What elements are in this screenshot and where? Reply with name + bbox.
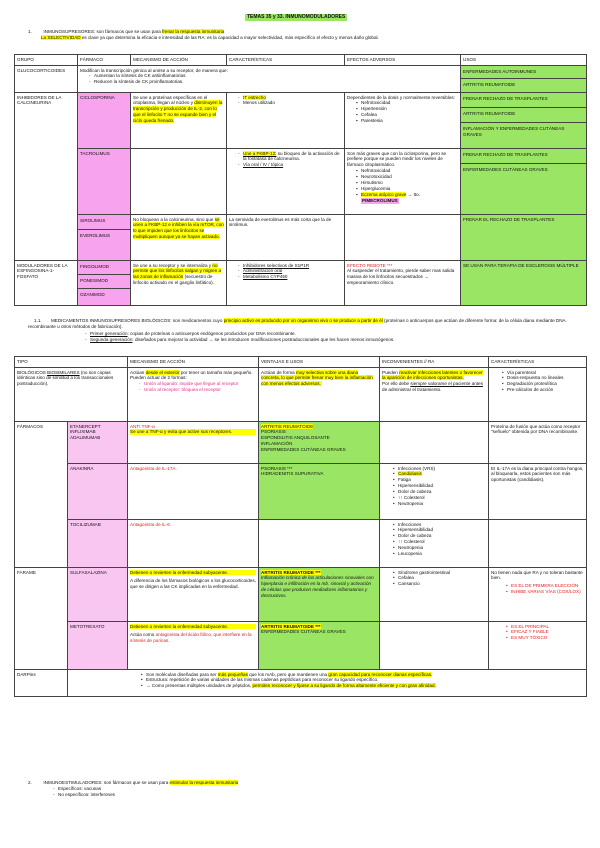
ana-inconvenientes [380, 464, 489, 520]
list-item [84, 337, 588, 343]
list-item: • ↑↑ Colesterol [392, 539, 486, 545]
esfin-mecanismo [131, 261, 227, 306]
uso-item: ARTRITIS REUMATOIDE [463, 82, 516, 87]
ciclo-caracteristicas [227, 93, 345, 149]
ciclo-efectos [345, 93, 461, 149]
generation-label: Segunda generación [90, 336, 133, 342]
darpin-description [68, 670, 587, 697]
table-row [15, 464, 587, 520]
list-item: • Neutropenia [392, 501, 486, 507]
tipo-darpins: DARPins [15, 670, 68, 697]
list-item: • ↑↑ Colesterol [392, 495, 486, 501]
farmaco-sulfasalazina: SULFASALAZINA [68, 568, 128, 622]
mec-text: Se une a proteínas específicas en el citoplasma, llegan al núcleo y [133, 94, 208, 106]
farmaco-name: INFLIXIMAB [70, 429, 96, 435]
list-item: - Reducen la síntesis de CK proinflamatorias. [88, 79, 458, 85]
car-highlight: Une a FKBP-12: [243, 150, 277, 156]
mec-red: antagonista del ácido fólico, que interfiere en la síntesis de purinas. [130, 632, 252, 644]
tipo-text: (no son copias idénticas sino de similitud a los transaccionales postraducción). [17, 369, 114, 387]
ven-highlight: ARTRITIS REUMATOIDE *** [261, 623, 321, 629]
tipo-biosimilares [15, 368, 128, 422]
esfin-usos: SE USAN PARA TERAPIA DE ESCLEROSIS MÚLTIPLE [461, 261, 587, 306]
list-item: • Estructura: repetición de varias unidades de las mismas cadenas peptídicas para reconocer su ligando específico. [140, 677, 584, 683]
list-item: ▪ Parestesia [355, 118, 458, 124]
darpin-text: que los mAb, pero que mantienen una [247, 671, 329, 677]
farmaco-tacrolimus: TACROLIMUS [78, 149, 131, 215]
farmaco-metotrexato: METOTREXATO [68, 622, 128, 670]
mec-red: ANTI TNF-α [130, 423, 155, 429]
header-caracteristicas: CARACTERÍSTICAS [227, 55, 345, 66]
farmaco-name: SIROLIMUS [78, 215, 130, 230]
header-efectos: EFECTOS ADVERSOS [345, 55, 461, 66]
table-row [15, 568, 587, 622]
inc-highlight: reactivar infecciones latentes o favorecer la aparición de infecciones oportunistas. [382, 369, 483, 381]
header-mecanismo: MECANISMO DE ACCIÓN [128, 357, 259, 368]
ana-mecanismo [128, 464, 259, 520]
intro-number: 1. [28, 29, 32, 34]
header-tipo: TIPO [15, 357, 128, 368]
section-highlight: estimular la respuesta inmunitaria [169, 780, 239, 785]
ven-item: ESPONDILITIS ANQUILOSANTE [261, 435, 330, 441]
ana-ventajas [259, 464, 380, 520]
sulfa-mecanismo [128, 568, 259, 622]
intro-paragraph [28, 29, 578, 41]
list-item: - Unión al receptor: bloquea el receptor [138, 387, 256, 393]
grupo-glucocorticoides: GLUCOCORTICOIDES [15, 66, 78, 93]
mec-highlight: disminuyen la transcripción y producción de IL-2, con lo que el linfocito T no se expande bien y el ciclo queda frenado. [133, 100, 223, 124]
farmaco-name: ETANERCEPT [70, 423, 101, 429]
ven-text: Actúan de forma [261, 369, 296, 375]
generation-text: : diseñados para mejorar la actividad → se les introducen modificaciones postraduccionales que les hacen menos inmunógenos. [132, 336, 395, 342]
header-usos: USOS [461, 55, 587, 66]
list-item: ▪ Hipertensión [355, 106, 458, 112]
ven-item: INFLAMACIÓN [261, 441, 293, 447]
table-row [15, 368, 587, 422]
mec-highlight: se unen a FKBP-12 e inhiben la vía mTOR, con lo que impiden que los linfocitos se multipliquen aunque ya se hayan activado. [133, 216, 224, 240]
header-farmaco: FÁRMACO [78, 55, 131, 66]
ef-intro: Dependientes de la dosis y normalmente reversibles: [347, 94, 456, 100]
mec-red: Antagonista de IL-17A. [130, 465, 177, 471]
ana-caracteristicas: EI IL-17A es la diana principal contra hongos, al bloquearla, estos pacientes son más oportunistas (candidiasis). [489, 464, 587, 520]
list-item: ▪ Cefalea [355, 112, 458, 118]
ven-item: ENFERMEDADES CUTÁNEAS GRAVES [261, 629, 346, 635]
list-item: • Infecciones (VRS) [392, 466, 486, 472]
grupo-calcineurina: INHIBIDORES DE LA CALCINEURINA [15, 93, 78, 261]
selectividad-highlight: La SELECTIVIDAD [41, 34, 81, 40]
table-row [15, 93, 587, 149]
list-item: • ES MUY TÓXICO [505, 635, 584, 641]
ven-highlight: ARTRITIS REUMATOIDE [261, 423, 314, 429]
selectividad-text: es clave ya que determina la eficacia e intensidad de las RA: es la capacidad a mayor selectividad, más específico el efecto y menos daño global. [80, 34, 379, 40]
header-grupo: GRUPO [15, 55, 78, 66]
farmaco-etanercept [68, 422, 128, 464]
table-row [15, 66, 587, 93]
toci-inconvenientes [380, 520, 489, 568]
car-text: No tienen nada que RA y no toleran bastante bien. [491, 569, 583, 581]
tipo-underline: BIOSIMILARES [47, 369, 80, 375]
siro-efectos [345, 215, 461, 261]
grupo-esfingosina: MODULADORES DE LA ESFINGOSINA-1-FOSFATO [15, 261, 78, 306]
list-item: • Vía parenteral [501, 370, 584, 376]
section-highlight: principio activo es producido por un organismo vivo o se produce a partir de él [223, 318, 383, 323]
sulfa-ventajas [259, 568, 380, 622]
list-item: - No específicos: interferones [52, 792, 578, 798]
header-mecanismo: MECANISMO DE ACCIÓN [131, 55, 227, 66]
bios-caracteristicas [489, 368, 587, 422]
list-item [237, 274, 342, 280]
ven-item: PSORIASIS [261, 429, 286, 435]
section-text: (proteínas o anticuerpos que actúan de diferente forma: de la célula diana mediante DNA recombinante u otros métodos de fabricación). [28, 318, 566, 329]
mec-highlight: Detienen o revierten la enfermedad subyacente. [130, 624, 256, 630]
siro-usos: FRENAR EL RECHAZO DE TRASPLANTES [461, 215, 587, 261]
uso-item: ENFERMEDADES AUTOINMUNES [461, 66, 586, 79]
list-item: • Neutropenia [392, 545, 486, 551]
list-item: - Unión al ligando: impide que llegue al receptor [138, 381, 256, 387]
intro-text: INMUNOSUPRESORES: son fármacos que se usan para [43, 29, 163, 34]
toci-ventajas [259, 520, 380, 568]
darpin-highlight: permiten reconocer y fijarse a su ligando de forma altamente eficiente y con gran afinidad. [252, 683, 436, 689]
ven-highlight: muy selectiva sobre una diana concreta, lo que permite frenar muy bien la inflamación con menos efectos adversos. [261, 369, 373, 387]
mec-highlight: Detienen o revierten la enfermedad subyacente. [130, 570, 256, 576]
toci-mecanismo [128, 520, 259, 568]
esfin-caracteristicas [227, 261, 345, 306]
intro-highlight: frenar la respuesta inmunitaria [162, 29, 225, 34]
tipo-text: BIOLÓGICOS [17, 369, 48, 375]
inc-highlight: Candidiasis [398, 471, 422, 477]
ef-text: Al suspender el tratamiento, pierde saber mas salida masiva de los linfocitos secuestrados → empeoramiento clínico. [347, 268, 455, 286]
list-item: • Síndrome gastrointestinal [392, 570, 486, 576]
car-text: Metabolismo CYP450 [243, 274, 288, 280]
esfin-efectos [345, 261, 461, 306]
eta-caracteristicas: Proteína de fusión que actúa como receptor "señuelo" obtenida por DNA recombinante. [489, 422, 587, 464]
tacro-mecanismo [131, 149, 227, 215]
siro-caracteristicas: La semivida de everolimus es más corta que la de sirolimus. [227, 215, 345, 261]
eta-inconvenientes [380, 422, 489, 464]
page-title: TEMAS 35 y 33. INMUNOMODULADORES [247, 14, 346, 20]
farmaco-name: PONESIMOD [78, 275, 130, 289]
tacro-caracteristicas [227, 149, 345, 215]
eta-mecanismo [128, 422, 259, 464]
farmaco-name: EVEROLIMUS [80, 233, 111, 238]
ven-item: PSORIASIS *** [261, 465, 293, 471]
mec-text: Actúa como [130, 632, 156, 638]
farmaco-name: ADALIMUMAB [70, 435, 101, 441]
list-item: • Cefalea [392, 575, 486, 581]
mec-highlight: no permite que los linfocitos salgan y migren a las zonas de inflamación [133, 262, 222, 280]
meto-caracteristicas [489, 622, 587, 670]
mec-text: No bloquean a la calcineurina, sino que [133, 216, 215, 222]
section-number: 1.1. [34, 318, 42, 323]
table-row [15, 261, 587, 306]
section-number: 2. [28, 780, 32, 785]
table-row [15, 520, 587, 568]
list-item [237, 162, 342, 168]
meto-mecanismo [128, 622, 259, 670]
eta-ventajas [259, 422, 380, 464]
list-item: • Infecciones [392, 522, 486, 528]
farmaco-name: FINGOLIMOD [78, 261, 130, 275]
darpin-text: → Como presentas múltiples unidades de péptidos, [146, 683, 253, 689]
uso-item: ENFERMEDADES CUTÁNEAS GRAVES [463, 167, 548, 172]
list-item: ▪ Hiperglucemia [355, 186, 458, 192]
meto-ventajas [259, 622, 380, 670]
siro-mecanismo [131, 215, 227, 261]
table-row [15, 622, 587, 670]
header-caracteristicas: CARACTERÍSTICAS [489, 357, 587, 368]
farmaco-sirolimus [78, 215, 131, 261]
list-item: • Hipersensibilidad [392, 483, 486, 489]
mec-text: Actúan [130, 369, 146, 375]
list-item: • Pre-cálculos de acción [501, 387, 584, 393]
meto-inconvenientes [380, 622, 489, 670]
darpin-highlight: gran capacidad para reconocer dianas específicas. [328, 671, 433, 677]
generation-text: : copias de proteínas o anticuerpos endógenos producidos por DNA recombinante. [127, 330, 296, 336]
tacro-usos [461, 149, 587, 215]
list-item: • EFICAZ Y FIABLE [505, 629, 584, 635]
list-item: • Cansancio [392, 581, 486, 587]
tipo-farmacos: FÁRMACOS [15, 422, 68, 568]
car-highlight: IT estrecho [243, 94, 266, 100]
bios-ventajas [259, 368, 380, 422]
header-inconvenientes: INCONVENIENTES // RA [380, 357, 489, 368]
list-item: - Aumentan la síntesis de CK antiinflamatorias [88, 73, 458, 79]
uso-item: INFLAMACIÓN Y ENFERMEDADES CUTÁNEAS GRAVES [463, 126, 565, 137]
toci-caracteristicas [489, 520, 587, 568]
mec-text: (secuestro de linfocito activado en el ganglio linfático). [133, 274, 214, 286]
ef-intro: Son más graves que con la ciclosporina, pero se prefiere porque se pueden medir los niveles de fármaco citoplasmático. [347, 150, 447, 168]
tipo-farame: FARAME [15, 568, 68, 670]
uso-item: FRENAR RECHAZO DE TRASPLANTES [461, 149, 586, 164]
ciclo-mecanismo [131, 93, 227, 149]
ef-text: → tto. [406, 192, 420, 198]
list-item: ▪ Neurotoxicidad [355, 174, 458, 180]
biologicos-paragraph [28, 318, 588, 343]
table-row [15, 670, 587, 697]
farmaco-name: OZANIMOD [80, 292, 105, 297]
list-item: • Dosis-respuesta no lineales [501, 375, 584, 381]
car-text: su bloqueo de la activación de la fosfatasa de calcineurina. [243, 150, 340, 162]
list-item: • Leucopenia [392, 551, 486, 557]
mec-highlight: Se une a TNF-α y evita que active sus receptores. [130, 429, 256, 435]
list-item: • Dolor de cabeza [392, 533, 486, 539]
farmaco-tocilizumab: TOCILIZUMAB [68, 520, 128, 568]
list-item: • ES EL DE PRIMERA ELECCIÓN [505, 583, 584, 589]
darpin-text: Son moléculas diseñadas para ser [146, 671, 218, 677]
inc-text: de administrar el tratamiento. [382, 387, 442, 393]
bios-mecanismo [128, 368, 259, 422]
list-item [355, 192, 458, 198]
ven-highlight: ARTRITIS REUMATOIDE *** [261, 569, 321, 575]
tacro-efectos [345, 149, 461, 215]
ven-italic: Inflamación crónica de las articulaciones sinoviales con hiperplasia e infiltración en la mb. sinovial y activación de células que producen mediadores inflamatorios y destructivos. [261, 575, 374, 599]
gluco-usos [461, 66, 587, 93]
farmaco-ciclosporina: CICLOSPORINA [78, 93, 131, 149]
inc-text: Pueden [382, 369, 400, 375]
section-text: INMUNOESTIMULADORES: son fármacos que se usan para [43, 780, 170, 785]
ciclo-usos [461, 93, 587, 149]
sulfa-caracteristicas [489, 568, 587, 622]
gluco-mec-intro: Modifican la transcripción génica al unirse a su receptor, de manera que: [80, 67, 228, 73]
section-text: MEDICAMENTOS INMUNOSUPRESORES BIOLÓGICOS: son medicamentos cuyo [50, 318, 224, 323]
mec-text: A diferencia de los fármacos biológicos o los glucocorticoides, que se dirigen a las CK implicadas en la enfermedad. [130, 578, 256, 590]
ven-item: ENFERMEDADES CUTÁNEAS GRAVES [261, 447, 346, 453]
list-item [140, 683, 584, 689]
inc-text: Por ello debe [382, 381, 411, 387]
gluco-mecanismo [78, 66, 461, 93]
car-text: Inhibidores selectivos de S1P1R [243, 262, 310, 268]
table-header-row [15, 55, 587, 66]
farmaco-anakinra: ANAKINRA [68, 464, 128, 520]
generation-label: Primer generación [90, 330, 128, 336]
table-row [15, 422, 587, 464]
list-item: ▪ Nefrotoxicidad [355, 168, 458, 174]
efecto-rebote: EFECTO REBOTE *** [347, 262, 393, 268]
inmunosupresores-table [14, 54, 587, 306]
mec-red: Antagonista de IL-6. [130, 521, 172, 527]
list-item: • Hipersensibilidad [392, 527, 486, 533]
table-row [15, 149, 587, 215]
table-row [15, 215, 587, 261]
inc-underline: siempre valorarse el paciente antes [410, 381, 483, 387]
car-text: Administración oral [243, 268, 283, 274]
list-item: - Específicos: vacunas [52, 786, 578, 792]
mec-highlight: desde el exterior [145, 369, 180, 375]
biologicos-table [14, 356, 587, 697]
mec-text: Se une a su receptor y se internaliza y [133, 262, 213, 268]
farmaco-fingolimod [78, 261, 131, 306]
car-text: Vía oral / IV / tópica [243, 162, 284, 168]
darpin-highlight: más pequeñas [217, 671, 248, 677]
pimecrolimus-label: PIMECROLIMUS [362, 198, 398, 204]
list-item: ▪ Hirsutismo [355, 180, 458, 186]
uso-item: FRENAR RECHAZO DE TRASPLANTES [461, 93, 586, 108]
bios-inconvenientes [380, 368, 489, 422]
list-item [237, 151, 342, 163]
list-item: ▪ Nefrotoxicidad [355, 100, 458, 106]
mec-text: por tener un tamaño más pequeño. Pueden actuar de 2 formas: [130, 369, 253, 381]
table-header-row [15, 357, 587, 368]
list-item: • ES EL PRINCIPAL [505, 624, 584, 630]
uso-item: ARTRITIS REUMATOIDE [461, 108, 586, 123]
sulfa-inconvenientes [380, 568, 489, 622]
list-item: • INHIBE VARIAS VÍAS (COX/LOX) [505, 589, 584, 595]
list-item: • Fatiga [392, 477, 486, 483]
ef-highlight: Eczema atópico grave [361, 192, 407, 198]
inmunoestimuladores-paragraph [28, 780, 578, 798]
list-item: • Degradación proteolítica [501, 381, 584, 387]
list-item: • Dolor de cabeza [392, 489, 486, 495]
list-item: - Menos utilizado [237, 100, 342, 106]
ven-item: HIDRADENITIS SUPURATIVA [261, 471, 324, 477]
header-ventajas: VENTAJAS E USOS [259, 357, 380, 368]
